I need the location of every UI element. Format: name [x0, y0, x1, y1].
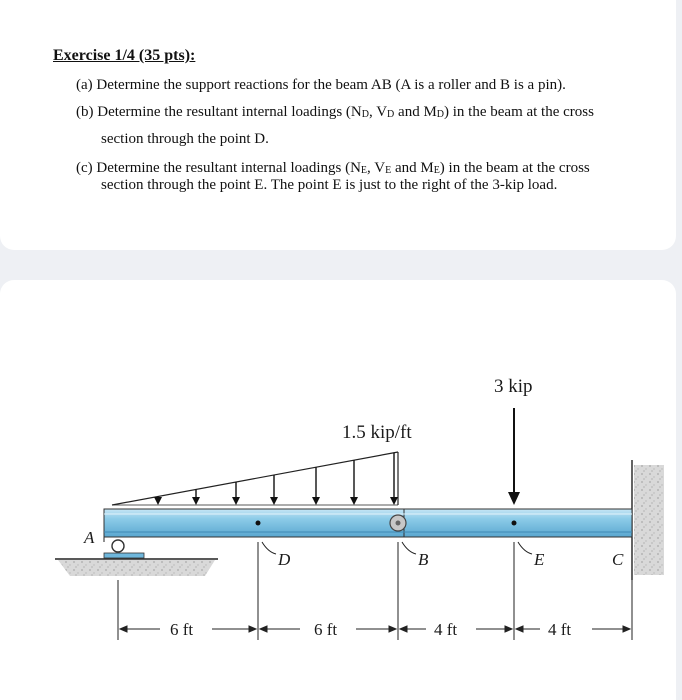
part-c-text-line1: (c) Determine the resultant internal loadings ($N_E$, $V_E$ and $M_E$) in the beam at the cross	[76, 160, 590, 176]
load-arrow-head	[192, 497, 200, 505]
part-b-text-line1: (b) Determine the resultant internal loadings ($N_D$, $V_D$ and $M_D$) in the beam at the cross	[76, 104, 594, 120]
e-leader	[518, 542, 532, 554]
distributed-load-label: 1.5 kip/ft	[342, 422, 412, 443]
point-e-marker	[512, 521, 517, 526]
d-leader	[262, 542, 276, 554]
label-c: C	[612, 550, 624, 569]
dimension-ad: 6 ft	[170, 620, 194, 639]
exercise-title: Exercise 1/4 (35 pts):	[53, 47, 196, 64]
load-arrow-head	[312, 497, 320, 505]
dimension-be: 4 ft	[434, 620, 458, 639]
load-arrow-head	[154, 497, 162, 505]
beam-diagram	[0, 280, 676, 700]
roller-support-a	[104, 537, 144, 558]
point-load-label: 3 kip	[494, 376, 533, 397]
pin-connection-b	[390, 515, 406, 531]
part-b-text-line2: section through the point D.	[101, 131, 269, 147]
dimension-db: 6 ft	[314, 620, 338, 639]
label-a: A	[84, 528, 95, 547]
load-arrow-head	[350, 497, 358, 505]
distributed-load-arrows	[154, 453, 398, 505]
b-leader	[402, 542, 416, 554]
load-arrow-head	[270, 497, 278, 505]
point-d-marker	[256, 521, 261, 526]
label-d: D	[278, 550, 291, 569]
ground-support-a	[55, 559, 218, 576]
question-card	[0, 0, 676, 250]
part-c-text-line2: section through the point E. The point E is just to the right of the 3-kip load.	[101, 177, 558, 193]
dimension-ec: 4 ft	[548, 620, 572, 639]
part-a-text: (a) Determine the support reactions for the beam AB (A is a roller and B is a pin).	[76, 77, 566, 93]
load-arrow-head	[232, 497, 240, 505]
beam	[104, 509, 632, 537]
label-b: B	[418, 550, 429, 569]
load-arrow-head	[390, 497, 398, 505]
label-e: E	[534, 550, 545, 569]
point-load-arrow	[508, 408, 520, 505]
wall-support-c	[632, 460, 664, 580]
